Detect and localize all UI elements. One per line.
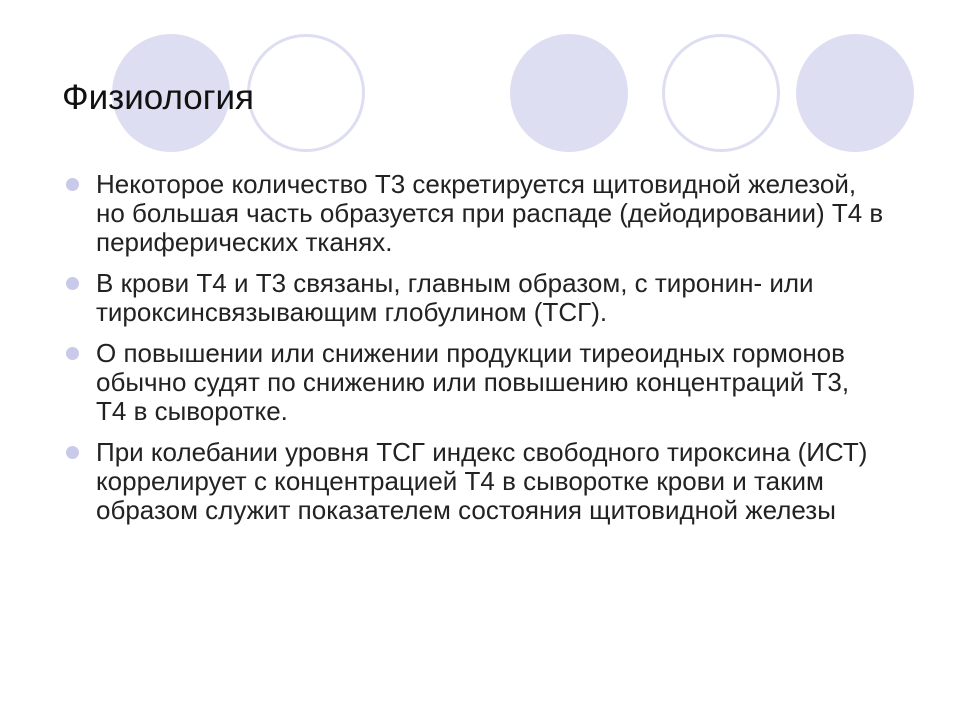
decorative-circle-4 [662,34,780,152]
bullet-text: О повышении или снижении продукции тиреоидных гормонов обычно судят по снижению или повышению концентраций Т3, Т4 в сыворотке. [96,338,850,426]
bullet-dot-icon [66,446,79,459]
bullet-text: При колебании уровня ТСГ индекс свободного тироксина (ИСТ) коррелирует с концентрацией Т4 в сыворотке крови и таким образом служит показателем состояния щитовидной железы [96,437,868,525]
bullet-item [66,438,886,525]
decorative-circle-5 [796,34,914,152]
bullet-text: Некоторое количество Т3 секретируется щитовидной железой, но большая часть образуется при распаде (дейодировании) Т4 в периферических тканях. [96,169,884,257]
decorative-circle-2 [247,34,365,152]
slide-title: Физиология [62,78,255,117]
bullet-dot-icon [66,277,79,290]
bullet-dot-icon [66,347,79,360]
bullet-list [66,170,886,537]
bullet-dot-icon [66,178,79,191]
bullet-text: В крови Т4 и Т3 связаны, главным образом, с тиронин- или тироксинсвязывающим глобулином (ТСГ). [96,268,814,327]
bullet-item [66,339,886,426]
bullet-item [66,170,886,257]
bullet-item [66,269,886,327]
decorative-circle-3 [510,34,628,152]
